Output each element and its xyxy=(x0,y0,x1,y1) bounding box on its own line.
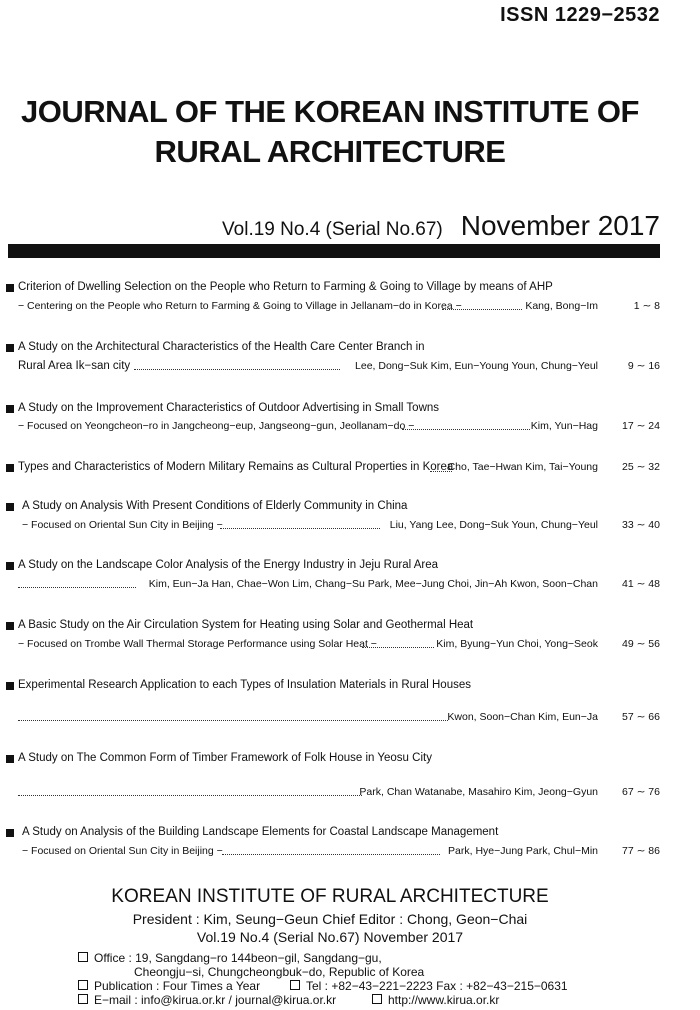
article-title: A Study on the Architectural Characteristics of the Health Care Center Branch in xyxy=(18,341,425,353)
dot-leader xyxy=(18,720,448,721)
office-line-2: Cheongju−si, Chungcheongbuk−do, Republic of Korea xyxy=(134,965,425,979)
checkbox-icon xyxy=(372,994,382,1004)
bullet-icon xyxy=(6,562,14,570)
article-title: A Study on the Improvement Characteristics of Outdoor Advertising in Small Towns xyxy=(18,402,440,414)
bullet-icon xyxy=(6,344,14,352)
article-pages: 25 ∼ 32 xyxy=(622,461,660,473)
bullet-icon xyxy=(6,622,14,630)
dot-leader xyxy=(220,528,380,529)
publication-frequency: Publication : Four Times a Year xyxy=(94,979,261,993)
checkbox-icon xyxy=(78,994,88,1004)
issn-number: ISSN 1229−2532 xyxy=(500,4,660,26)
article-subtitle: − Focused on Yeongcheon−ro in Jangcheong−eup, Jangseong−gun, Jeollanam−do − xyxy=(18,420,415,432)
bullet-icon xyxy=(6,405,14,413)
article-title: A Study on Analysis With Present Conditions of Elderly Community in China xyxy=(22,500,408,512)
journal-title xyxy=(0,92,660,172)
journal-title-line-2: RURAL ARCHITECTURE xyxy=(154,134,506,169)
publisher-officers: President : Kim, Seung−Geun Chief Editor : Chong, Geon−Chai xyxy=(132,911,528,927)
dot-leader xyxy=(18,587,136,588)
article-title: A Study on The Common Form of Timber Framework of Folk House in Yeosu City xyxy=(18,752,432,764)
article-pages: 9 ∼ 16 xyxy=(627,360,660,372)
article-subtitle: − Centering on the People who Return to Farming & Going to Village in Jellanam−do in Korea − xyxy=(18,300,462,312)
issue-date: November 2017 xyxy=(460,210,660,241)
publication-info xyxy=(78,979,260,993)
volume-info: Vol.19 No.4 (Serial No.67) xyxy=(222,219,443,240)
article-title: Experimental Research Application to each Types of Insulation Materials in Rural Houses xyxy=(18,679,471,691)
dot-leader xyxy=(402,429,530,430)
dot-leader xyxy=(222,854,440,855)
dot-leader xyxy=(134,369,340,370)
checkbox-icon xyxy=(290,980,300,990)
article-pages: 17 ∼ 24 xyxy=(622,420,660,432)
bullet-icon xyxy=(6,284,14,292)
bullet-icon xyxy=(6,464,14,472)
article-title: A Study on the Landscape Color Analysis of the Energy Industry in Jeju Rural Area xyxy=(18,559,438,571)
dot-leader xyxy=(362,647,434,648)
journal-title-line-1: JOURNAL OF THE KOREAN INSTITUTE OF xyxy=(21,94,639,129)
bullet-icon xyxy=(6,682,14,690)
issue-line xyxy=(222,210,660,242)
article-authors: Kim, Byung−Yun Choi, Yong−Seok xyxy=(436,638,598,650)
header-rule xyxy=(8,244,660,258)
office-line-1: Office : 19, Sangdang−ro 144beon−gil, Sangdang−gu, xyxy=(94,951,382,965)
dot-leader xyxy=(18,795,362,796)
email-info xyxy=(78,993,336,1007)
footer-volume-date: Vol.19 No.4 (Serial No.67) November 2017 xyxy=(196,929,464,945)
office-address xyxy=(78,951,382,965)
article-authors: Kwon, Soon−Chan Kim, Eun−Ja xyxy=(447,711,598,723)
article-pages: 41 ∼ 48 xyxy=(622,578,660,590)
contact-phone xyxy=(290,979,568,993)
checkbox-icon xyxy=(78,980,88,990)
checkbox-icon xyxy=(78,952,88,962)
article-pages: 1 ∼ 8 xyxy=(633,300,660,312)
article-title: Criterion of Dwelling Selection on the People who Return to Farming & Going to Village by means of AHP xyxy=(18,281,553,293)
publisher-name: KOREAN INSTITUTE OF RURAL ARCHITECTURE xyxy=(111,886,549,907)
bullet-icon xyxy=(6,503,14,511)
dot-leader xyxy=(442,309,522,310)
article-authors: Kim, Eun−Ja Han, Chae−Won Lim, Chang−Su Park, Mee−Jung Choi, Jin−Ah Kwon, Soon−Chan xyxy=(148,578,598,590)
article-authors: Kim, Yun−Hag xyxy=(530,420,598,432)
article-authors: Liu, Yang Lee, Dong−Suk Youn, Chung−Yeul xyxy=(389,519,598,531)
article-title: A Basic Study on the Air Circulation System for Heating using Solar and Geothermal Heat xyxy=(18,619,474,631)
article-title: Types and Characteristics of Modern Military Remains as Cultural Properties in Korea xyxy=(18,461,454,473)
article-authors: Kang, Bong−Im xyxy=(525,300,598,312)
bullet-icon xyxy=(6,829,14,837)
email-addresses: E−mail : info@kirua.or.kr / journal@kirua.or.kr xyxy=(94,993,337,1007)
article-title: A Study on Analysis of the Building Landscape Elements for Coastal Landscape Management xyxy=(22,826,499,838)
website-info xyxy=(372,993,499,1007)
article-authors: Cho, Tae−Hwan Kim, Tai−Young xyxy=(447,461,598,473)
article-authors: Park, Hye−Jung Park, Chul−Min xyxy=(448,845,598,857)
article-pages: 33 ∼ 40 xyxy=(622,519,660,531)
article-authors: Lee, Dong−Suk Kim, Eun−Young Youn, Chung−Yeul xyxy=(355,360,598,372)
article-title-continued: Rural Area Ik−san city xyxy=(18,360,131,372)
article-pages: 49 ∼ 56 xyxy=(622,638,660,650)
bullet-icon xyxy=(6,755,14,763)
article-subtitle: − Focused on Oriental Sun City in Beijing − xyxy=(22,519,223,531)
article-pages: 67 ∼ 76 xyxy=(622,786,660,798)
article-pages: 77 ∼ 86 xyxy=(622,845,660,857)
article-authors: Park, Chan Watanabe, Masahiro Kim, Jeong−Gyun xyxy=(359,786,598,798)
tel-fax: Tel : +82−43−221−2223 Fax : +82−43−215−0631 xyxy=(306,979,568,993)
article-subtitle: − Focused on Oriental Sun City in Beijing − xyxy=(22,845,223,857)
website-url: http://www.kirua.or.kr xyxy=(388,993,500,1007)
article-subtitle: − Focused on Trombe Wall Thermal Storage Performance using Solar Heat − xyxy=(18,638,377,650)
article-pages: 57 ∼ 66 xyxy=(622,711,660,723)
